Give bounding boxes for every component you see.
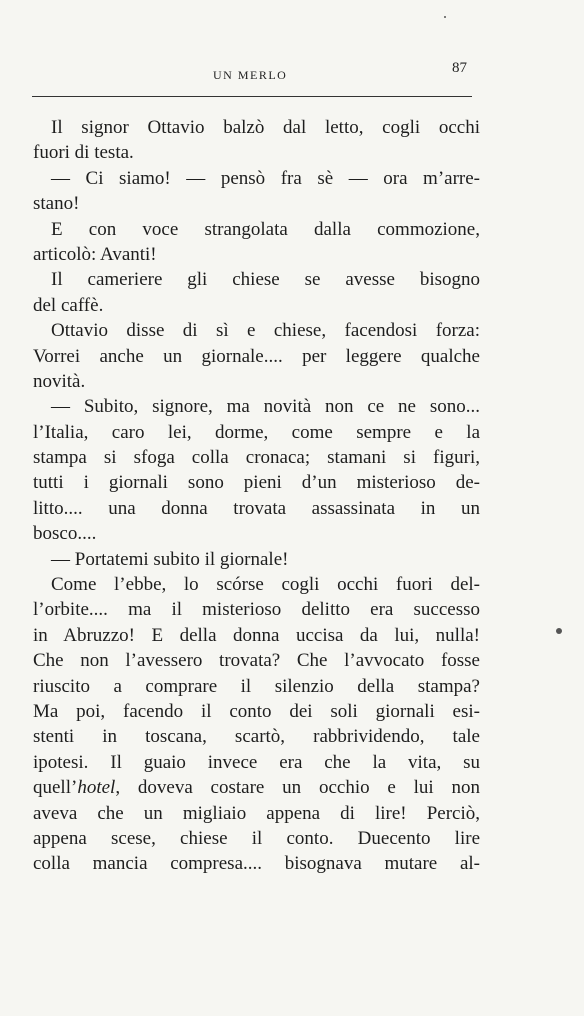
line-text: stampa si sfoga colla cronaca; stamani si figuri, bbox=[33, 447, 480, 469]
line-text: Che non l’avessero trovata? Che l’avvocato fosse bbox=[33, 650, 480, 672]
line-text: Come l’ebbe, lo scórse cogli occhi fuori del- bbox=[51, 574, 480, 596]
line-text: Ma poi, facendo il conto dei soli giornali esi- bbox=[33, 700, 480, 722]
text-line bbox=[33, 750, 480, 775]
text-line bbox=[33, 623, 480, 648]
text-line bbox=[33, 191, 480, 216]
text-line bbox=[33, 699, 480, 724]
line-text: in Abruzzo! E della donna uccisa da lui, nulla! bbox=[33, 624, 480, 646]
line-text: novità. bbox=[33, 370, 86, 392]
text-line bbox=[33, 470, 480, 495]
line-text: del caffè. bbox=[33, 294, 104, 316]
text-line bbox=[33, 597, 480, 622]
text-line bbox=[33, 648, 480, 673]
text-line bbox=[33, 267, 480, 292]
text-line bbox=[33, 547, 480, 572]
line-text: — Subito, signore, ma novità non ce ne sono... bbox=[51, 396, 480, 418]
line-text: appena scese, chiese il conto. Duecento lire bbox=[33, 827, 480, 849]
text-line bbox=[33, 242, 480, 267]
line-text: Ottavio disse di sì e chiese, facendosi forza: bbox=[51, 320, 480, 342]
line-text: stano! bbox=[33, 193, 80, 215]
line-text: Il cameriere gli chiese se avesse bisogno bbox=[51, 269, 480, 291]
line-text: ipotesi. Il guaio invece era che la vita, su bbox=[33, 751, 480, 773]
text-line bbox=[33, 394, 480, 419]
line-text: l’Italia, caro lei, dorme, come sempre e la bbox=[33, 421, 480, 443]
text-line bbox=[33, 318, 480, 343]
line-text: — Portatemi subito il giornale! bbox=[51, 548, 289, 570]
header-rule bbox=[32, 96, 472, 97]
line-text: l’orbite.... ma il misterioso delitto era successo bbox=[33, 599, 480, 621]
text-line bbox=[33, 775, 480, 800]
text-line bbox=[33, 344, 480, 369]
line-text: bosco.... bbox=[33, 523, 97, 545]
text-line bbox=[33, 445, 480, 470]
text-line bbox=[33, 115, 480, 140]
text-line bbox=[33, 217, 480, 242]
text-line bbox=[33, 801, 480, 826]
line-text: articolò: Avanti! bbox=[33, 243, 157, 265]
text-line bbox=[33, 140, 480, 165]
text-line bbox=[33, 420, 480, 445]
line-text-after: , doveva costare un occhio e lui non bbox=[115, 777, 480, 799]
running-title: UN MERLO bbox=[213, 68, 288, 82]
line-text: — Ci siamo! — pensò fra sè — ora m’arre- bbox=[51, 167, 480, 189]
italic-word: hotel bbox=[77, 777, 116, 799]
running-head bbox=[0, 60, 584, 86]
text-line bbox=[33, 572, 480, 597]
print-speck bbox=[556, 628, 562, 634]
line-text: aveva che un migliaio appena di lire! Perciò, bbox=[33, 802, 480, 824]
line-text: Il signor Ottavio balzò dal letto, cogli occhi bbox=[51, 117, 480, 138]
text-line bbox=[33, 674, 480, 699]
line-text: colla mancia compresa.... bisognava mutare al- bbox=[33, 853, 480, 875]
text-line bbox=[33, 851, 480, 876]
print-speck bbox=[444, 16, 446, 18]
line-text: fuori di testa. bbox=[33, 142, 134, 164]
line-text: quell’ bbox=[33, 777, 78, 799]
text-line bbox=[33, 496, 480, 521]
page-number: 87 bbox=[452, 60, 467, 76]
line-text: E con voce strangolata dalla commozione, bbox=[51, 218, 480, 240]
text-line bbox=[33, 166, 480, 191]
body-text bbox=[33, 115, 480, 877]
text-line bbox=[33, 724, 480, 749]
line-text: stenti in toscana, scartò, rabbrividendo, tale bbox=[33, 726, 480, 748]
line-text: tutti i giornali sono pieni d’un misterioso de- bbox=[33, 472, 480, 494]
line-text: litto.... una donna trovata assassinata in un bbox=[33, 497, 480, 519]
line-text: Vorrei anche un giornale.... per leggere qualche bbox=[33, 345, 480, 367]
text-line bbox=[33, 293, 480, 318]
text-line bbox=[33, 369, 480, 394]
text-line bbox=[33, 521, 480, 546]
line-text: riuscito a comprare il silenzio della stampa? bbox=[33, 675, 480, 697]
text-line bbox=[33, 826, 480, 851]
